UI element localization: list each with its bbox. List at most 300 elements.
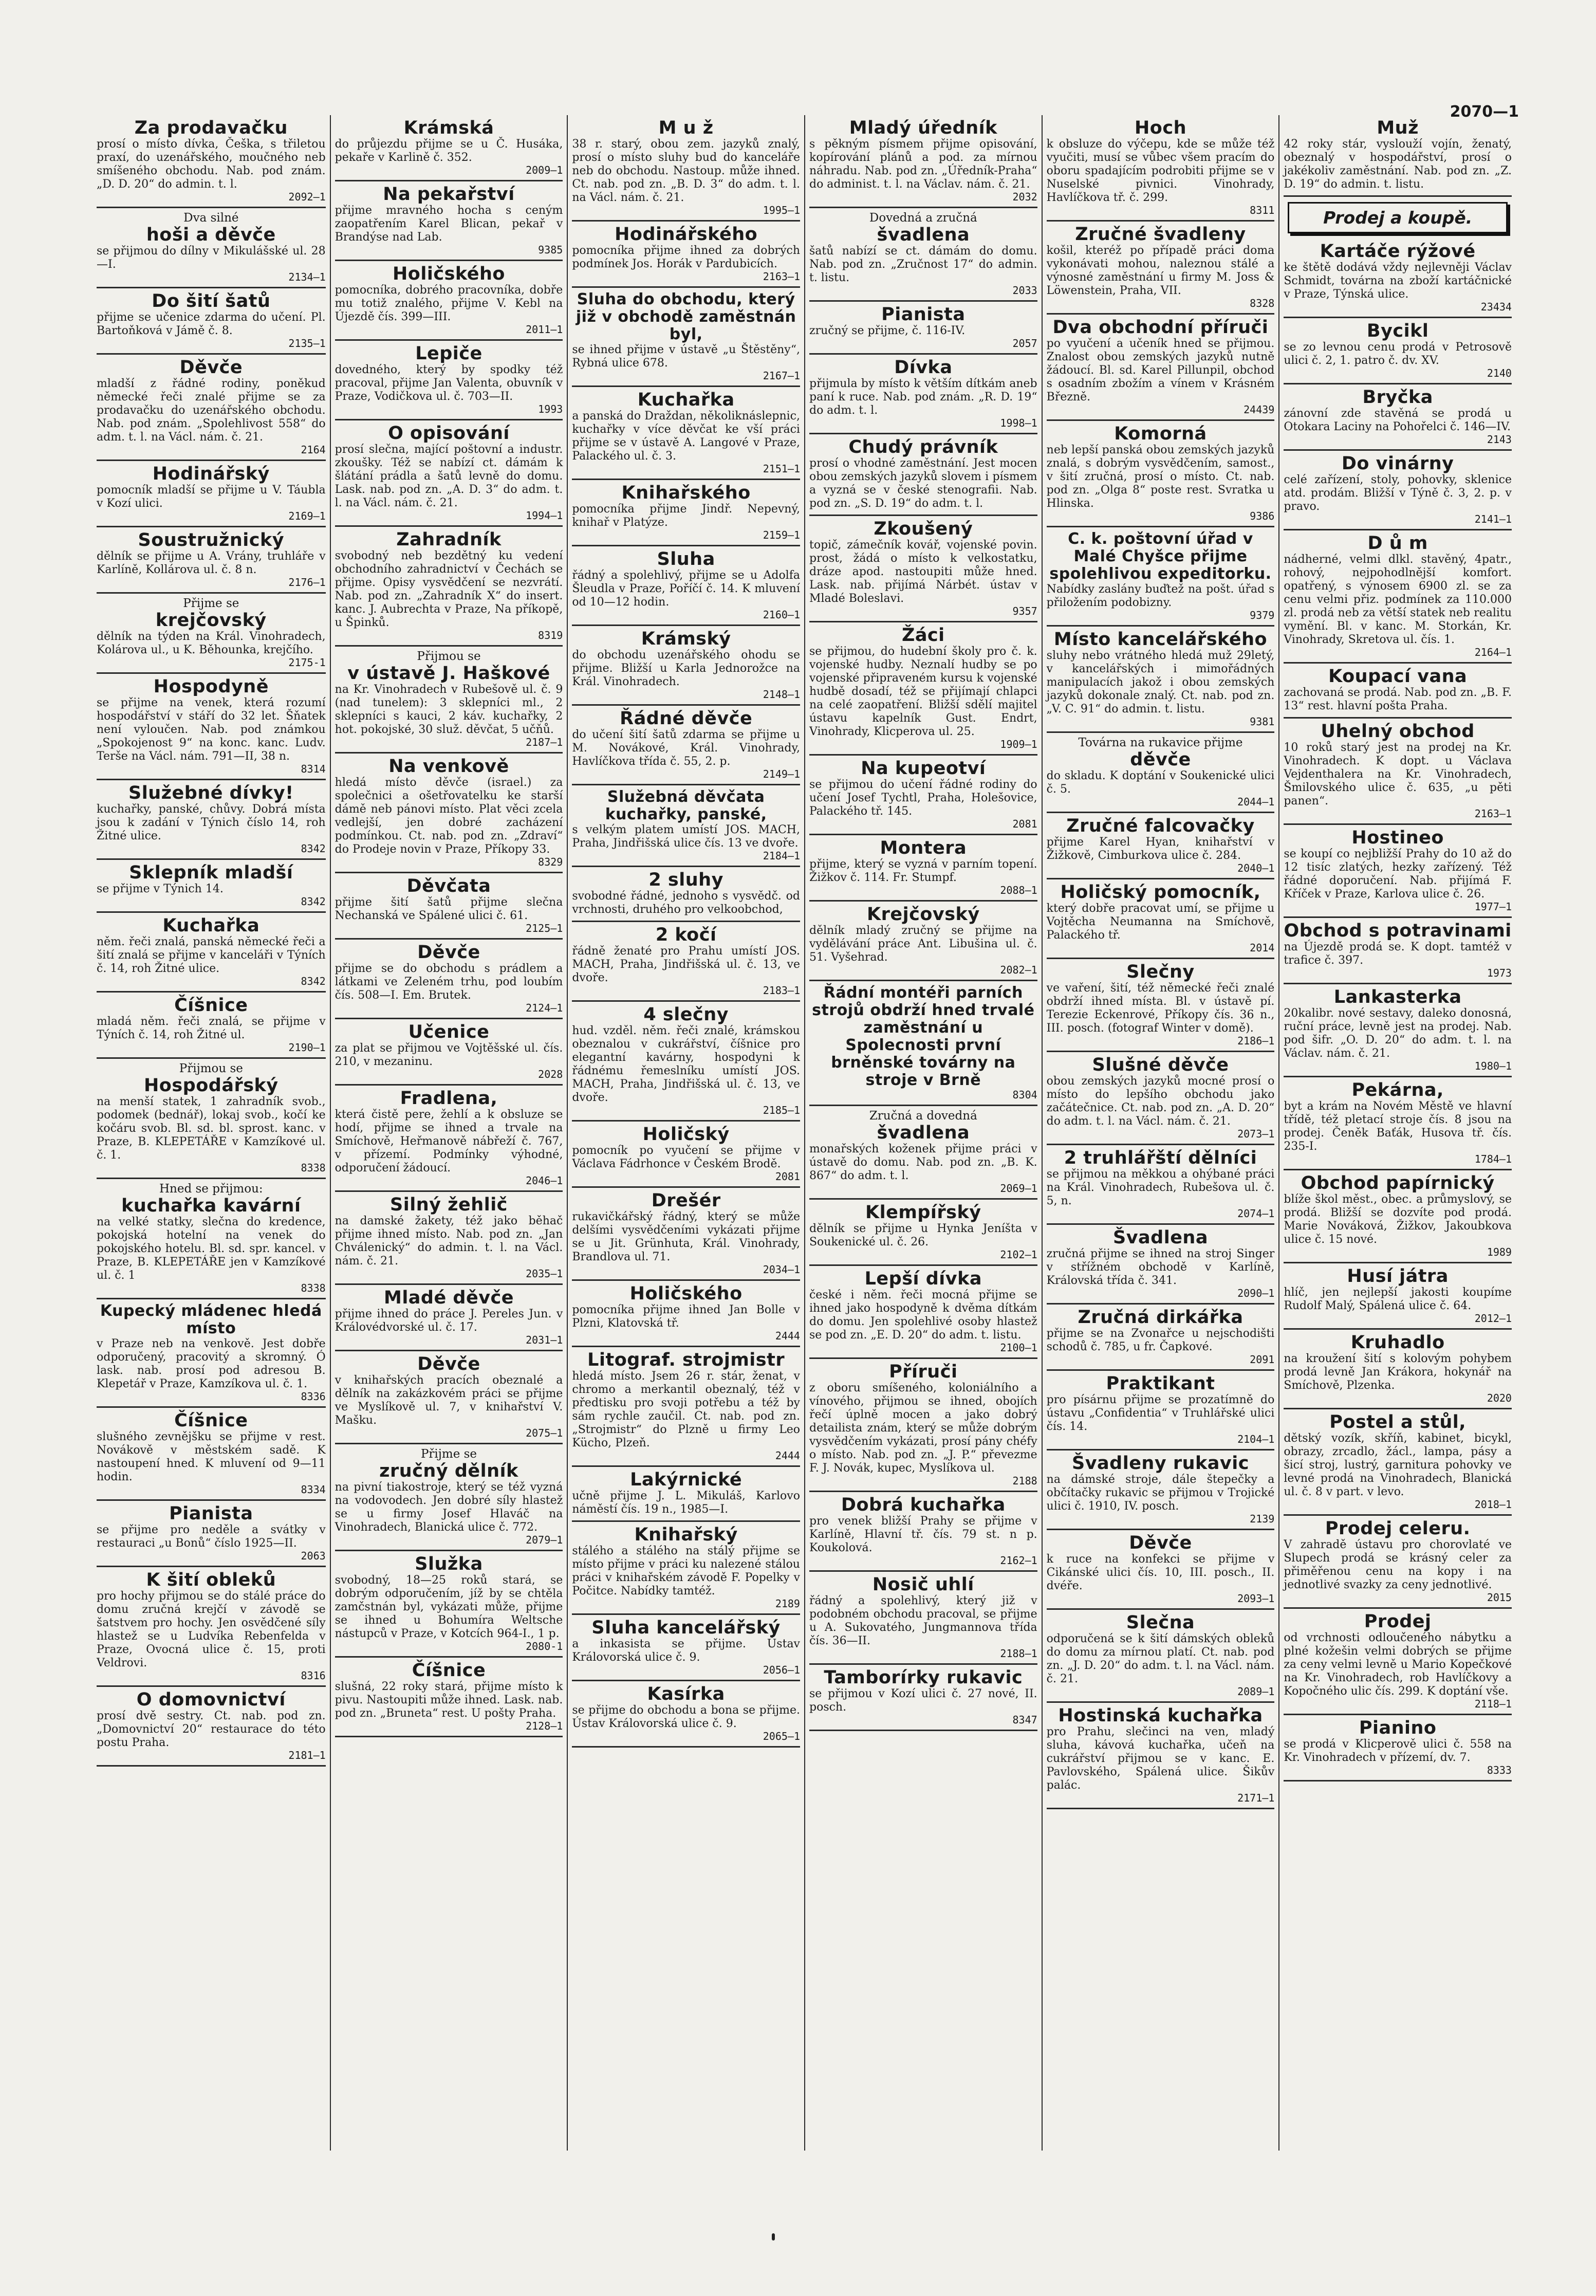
classified-ad [97,1408,326,1501]
ad-heading: Číšnice [412,1660,486,1681]
ad-body: do obchodu uzenářského ohodu se přijme. Bližší u Karla Jednorožce na Král. Vinohradech. [572,649,800,688]
ad-body: se přijmou do dílny v Mikulášské ul. 28—I. [97,245,326,271]
ad-heading: Komorná [1114,424,1207,444]
ad-code: 2082—1 [1000,964,1037,976]
ad-heading: Služebná děvčata kuchařky, panské, [605,788,767,823]
ad-body: po vyučení a učeník hned se přijmou. Znalost obou zemských jazyků nutně žádoucí. Bl. sd. Karel Pillunpil, obchod s osadním zbožím a vínem v Krásném Březně. [1046,337,1275,403]
ad-code: 2151—1 [763,463,800,475]
ad-body: zručná přijme se ihned na stroj Singer v střížném obchodě v Karlíně, Královská třída č. 341. [1046,1247,1275,1287]
ad-heading: Muž [1377,118,1419,138]
ad-heading: O domovnictví [136,1689,286,1710]
ad-code: 2188 [1012,1475,1037,1487]
ad-body: řádný a spolehlivý, přijme se u Adolfa Šleudla v Praze, Poříčí č. 14. K mluvení od 10—12 hodin. [572,569,800,609]
ad-preheading: Továrna na rukavice přijme [1078,736,1243,749]
classified-ad [335,1658,563,1737]
ad-body: odporučená se k šití dámských obleků do domu za mírnou platí. Ct. nab. pod zn. „J. D. 20“ do adm. t. l. na Václ. nám. č. 21. [1046,1632,1275,1685]
classified-ad [1047,813,1275,879]
ad-code: 8333 [1487,1764,1512,1776]
ad-code: 2035—1 [526,1268,563,1280]
ad-code: 8338 [301,1162,326,1174]
ad-heading: Za prodavačku [134,118,288,138]
ad-code: 2189 [775,1597,800,1610]
ad-body: dělník mladý zručný se přijme na vydělávání práce Ant. Libušina ul. č. 51. Vyšehrad. [809,924,1037,964]
ad-code: 2143 [1487,433,1512,446]
ad-heading: Dívka [894,357,953,378]
ad-body: na velké statky, slečna do kredence, pokojská hotelní na venek do pokojského hotelu. Bl. sd. spr. kancel. v Praze, B. KLEPETÁŘE jen v Kamzíkové ul. č. 1 [97,1216,326,1282]
ad-body: pro Prahu, slečinci na ven, mladý sluha, kávová kuchařka, učeň na cukrářství přijmou se v kanc. E. Pavlovského, Spálená ulice. Šikův palác. [1046,1725,1275,1792]
ad-heading: Řádní montéři parních strojů obdrží hned trvalé zaměstnání u Spolecnosti první brněnské továrny na stroje v Brně [812,984,1035,1089]
ad-body: se zo levnou cenu prodá v Petrosově ulici č. 2, 1. patro č. dv. XV. [1284,341,1512,367]
ad-code: 8329 [538,856,563,868]
classified-ad [335,1019,563,1086]
classified-columns [92,115,1516,2151]
ad-heading: Husí játra [1347,1266,1449,1287]
ad-body: obou zemských jazyků mocné prosí o místo do lepšího obchodu jako začátečnice. Ct. nab. pod zn. „A. D. 20“ do adm. t. l. na Václ. nám. č. 21. [1046,1075,1275,1128]
classified-ad [97,288,326,355]
ad-body: celé zařízení, stoly, pohovky, sklenice atd. prodám. Bližší v Týně č. 3, 2. p. v pravo. [1284,473,1512,513]
ad-code: 2033 [1012,284,1037,297]
ad-code: 8334 [301,1483,326,1496]
ad-body: slušná, 22 roky stará, přijme místo k pivu. Nastoupiti může ihned. Lask. nab. pod zn. „Bruneta“ rest. U pošty Praha. [335,1680,563,1720]
classified-ad [809,115,1037,208]
ad-body: přijme se do obchodu s prádlem a látkami ve Zeleném trhu, pod loubím čís. 508—I. Em. Brutek. [335,962,563,1002]
classified-ad [572,288,800,387]
ad-code: 2140 [1487,367,1512,379]
classified-ad [1047,1703,1275,1809]
ad-body: zánovní zde stavěná se prodá u Otokara Laciny na Pohořelci č. 146—IV. [1284,407,1512,433]
ad-heading: D ů m [1367,533,1428,554]
ad-body: přijme se na Zvonařce u nejschodišti schodů č. 785, u fr. Čapkové. [1046,1327,1275,1353]
ad-heading: Krámská [403,118,494,138]
ad-heading: Slušné děvče [1092,1055,1229,1075]
classified-ad [1284,918,1512,984]
ad-body: přijme ihned do práce J. Pereles Jun. v Královédvorské ul. č. 17. [335,1308,563,1334]
ad-code: 2088—1 [1000,884,1037,896]
ad-heading: Místo kancelářského [1053,629,1268,650]
ad-body: pomocníka přijme ihned za dobrých podmínek Jos. Horák v Pardubicích. [572,244,800,270]
classified-ad [1047,959,1275,1052]
ad-code: 2135—1 [288,337,326,350]
ad-heading: Na venkově [388,756,509,777]
ad-heading: Lankasterka [1333,987,1462,1007]
ad-code: 2184—1 [763,850,800,862]
ad-heading: Litograf. strojmistr [587,1350,785,1370]
ad-heading: Kuchařka [162,915,260,936]
ad-code: 2181—1 [288,1749,326,1761]
ad-code: 2128—1 [526,1720,563,1732]
classified-ad [1047,527,1275,627]
ad-body: přijmula by místo k větším dítkám aneb paní k ruce. Nab. pod znám. „R. D. 19“ do adm. t. l. [809,377,1037,417]
ad-body: s velkým platem umístí JOS. MACH, Praha, Jindřišská ulice čís. 13 ve dvoře. [572,823,800,850]
ad-body: 42 roky stár, vyslouží vojín, ženatý, obeznalý v hospodářství, prosí o jakékoliv zaměstnání. Nab. pod zn. „Z. D. 19“ do admin. t. listu. [1284,138,1512,191]
classified-ad [1047,1052,1275,1145]
ad-code: 2093—1 [1237,1592,1275,1605]
ad-heading: Obchod s potravinami [1284,921,1512,941]
ad-heading: Pianista [169,1503,253,1524]
ad-heading: Hodinářský [152,464,270,484]
ad-body: sluhy nebo vrátného hledá muž 29letý, v kancelářských i mimořádných manipulacích jakož i obou zemských jazyků dokonale znalý. Ct. nab. pod zn. „V. C. 91“ do admin. t. listu. [1046,649,1275,715]
ad-body: na Újezdě prodá se. K dopt. tamtéž v trafice č. 397. [1284,941,1512,967]
ad-code: 8328 [1250,297,1275,309]
classified-ad [572,546,800,626]
ad-code: 2186—1 [1237,1035,1275,1047]
ad-code: 2187—1 [526,736,563,748]
ad-body: za plat se přijmou ve Vojtěšské ul. čís. 210, v mezaninu. [335,1042,563,1068]
ad-code: 2141—1 [1474,513,1512,525]
ad-body: učně přijme J. L. Mikuláš, Karlovo náměstí čís. 19 n., 1985—I. [572,1490,800,1516]
classified-ad [97,355,326,461]
column-4 [804,115,1042,2151]
classified-ad [97,527,326,594]
classified-ad [809,1266,1037,1359]
ad-code: 2134—1 [288,271,326,283]
ad-code: 1973 [1487,967,1512,979]
ad-code: 2125—1 [526,922,563,934]
ad-code: 2164—1 [1474,646,1512,658]
ad-body: na dámské stroje, dále štepečky a občítačky rukavic se přijmou v Trojické ulici č. 1910, IV. posch. [1046,1473,1275,1513]
ad-heading: Děvče [1129,1533,1192,1553]
classified-ad [97,461,326,527]
classified-ad [809,981,1037,1106]
ad-body: kuchařky, panské, chůvy. Dobrá místa jsou k zadání v Týnich číslo 14, roh Žitné ulice. [97,803,326,842]
ad-code: 2089—1 [1237,1685,1275,1698]
ad-heading: Číšnice [174,1410,248,1431]
ad-preheading: Přijme se [420,1447,477,1461]
ad-body: pro písárnu přijme se prozatímně do ústavu „Confidentia“ v Truhlářské ulici čís. 14. [1046,1393,1275,1433]
ad-code: 2092—1 [288,191,326,203]
ad-heading: Soustružnický [138,530,285,550]
ad-heading: Klempířský [865,1202,981,1223]
print-mark [772,2233,775,2240]
classified-ad [335,341,563,420]
classified-ad [335,940,563,1019]
ad-heading: Zručné švadleny [1075,224,1246,245]
classified-ad [97,780,326,860]
ad-heading: Holičský pomocník, [1060,882,1261,903]
ad-heading: Dva obchodní příruči [1052,317,1269,338]
ad-heading: Švadlena [1113,1227,1208,1248]
classified-ad [335,873,563,940]
ad-preheading: Hned se přijmou: [159,1182,263,1196]
ad-heading: Dobrá kuchařka [841,1495,1006,1515]
ad-code: 2080-1 [526,1640,563,1652]
ad-heading: Děvče [417,1354,480,1374]
ad-heading: Silný žehlič [390,1195,508,1215]
ad-code: 2162—1 [1000,1554,1037,1567]
classified-ad [97,1501,326,1567]
ad-body: do průjezdu přijme se u Č. Husáka, pekaře v Karlině č. 352. [335,138,563,164]
classified-ad [809,835,1037,902]
ad-body: řádný a spolehlivý, který již v podobném obchodu pracoval, se přijme u A. Sukovatého, Jungmannova třída čís. 36—II. [809,1594,1037,1647]
ad-heading: Kruhadlo [1350,1332,1445,1353]
classified-ad [1047,1450,1275,1530]
ad-body: přijme se učenice zdarma do učení. Pl. Bartoňková v Jámě č. 8. [97,311,326,337]
ad-heading: Pianista [881,304,966,325]
ad-code: 2081 [775,1170,800,1183]
ad-heading: Chudý právník [848,437,998,457]
ad-code: 2028 [538,1068,563,1080]
ad-heading: Nosič uhlí [872,1574,974,1595]
ad-code: 2009—1 [526,164,563,176]
classified-ad [335,1351,563,1444]
ad-code: 2011—1 [526,323,563,336]
classified-ad [335,261,563,341]
classified-ad [1284,115,1512,197]
ad-heading: 2 sluhy [648,870,723,890]
ad-code: 2176—1 [288,576,326,589]
classified-ad [809,1359,1037,1492]
ad-code: 8336 [301,1390,326,1403]
column-5 [1042,115,1279,2151]
classified-ad [97,594,326,674]
classified-ad [1284,1715,1512,1781]
ad-code: 1995—1 [763,204,800,216]
column-1 [92,115,330,2151]
ad-heading: Učenice [408,1022,490,1042]
ad-code: 2175-1 [288,656,326,669]
ad-heading: Mladý úředník [849,118,997,138]
classified-ad [335,1551,563,1658]
ad-body: která čistě pere, žehlí a k obsluze se hodí, přijme se ihned a trvale na Smíchově, Heřmanově nábřeží č. 767, v přízemí. Podmínky výhodné, odporučení žádoucí. [335,1108,563,1174]
classified-ad [335,1192,563,1285]
ad-heading: Zahradník [396,529,502,550]
classified-ad [1284,318,1512,384]
classified-ad [1284,984,1512,1077]
ad-code: 2044—1 [1237,796,1275,808]
ad-code: 2163—1 [763,270,800,283]
ad-heading: Číšnice [174,995,248,1016]
ad-body: Nabídky zaslány buďtež na pošt. úřad s přiložením podobizny. [1046,583,1275,609]
ad-body: hledá místo. Jsem 26 r. stár, ženat, v chromo a merkantil obeznalý, též v předtisku pro svoji potřebu a též by sám rychle zaučil. Ct. nab. pod zn. „Strojmistr“ do Plzně u firmy Leo Kücho, Plzeň. [572,1370,800,1449]
classified-ad [1047,1530,1275,1610]
classified-ad [1047,1145,1275,1225]
ad-body: přijme Karel Hyan, knihařství v Žižkově, Cimburkova ulice č. 284. [1046,836,1275,862]
ad-code: 2444 [775,1449,800,1462]
ad-body: přijme, který se vyzná v parním topení. Žižkov č. 114. Fr. Stumpf. [809,858,1037,884]
ad-code: 2091 [1250,1353,1275,1366]
ad-heading: Švadleny rukavic [1072,1453,1249,1474]
ad-heading: Hospodyně [153,676,269,697]
ad-body: něm. řeči znalá, panská německé řeči a šití znalá se přijme v kanceláři v Týních č. 14, roh Žitné ulice. [97,935,326,975]
ad-body: a panská do Draždan, několiknáslepnic, kuchařky v více děvčat ke vší práci přijme se v ústavě A. Langové v Praze, Palackého ul. č. 3. [572,410,800,463]
ad-code: 2188—1 [1000,1647,1037,1660]
ad-code: 2018—1 [1474,1498,1512,1511]
ad-body: prosí o vhodné zaměstnání. Jest mocen obou zemských jazyků slovem i písmem a vyzná se v české stenografii. Nab. pod zn. „S. D. 19“ do adm. t. l. [809,457,1037,510]
classified-ad [1047,1371,1275,1450]
classified-ad [572,222,800,288]
ad-code: 2015 [1487,1591,1512,1604]
ad-code: 2075—1 [526,1427,563,1439]
ad-heading: Kartáče rýžové [1320,241,1476,262]
ad-code: 8319 [538,629,563,641]
ad-code: 2149—1 [763,768,800,780]
ad-heading: Hospodářský [144,1075,279,1096]
ad-body: se přijme pro neděle a svátky v restauraci „u Bonů“ číslo 1925—II. [97,1523,326,1550]
ad-code: 1989 [1487,1246,1512,1258]
classified-ad [1284,825,1512,918]
classified-ad [809,302,1037,355]
ad-code: 8342 [301,895,326,908]
classified-ad [572,922,800,1002]
ad-heading: Bycikl [1366,321,1429,341]
ad-body: dovedného, který by spodky též pracoval, přijme Jan Valenta, obuvník v Praze, Vodičkova ul. č. 703—II. [335,363,563,403]
classified-ad [809,516,1037,622]
ad-heading: Žáci [901,625,945,646]
ad-heading: švadlena [877,225,970,245]
ad-code: 9385 [538,244,563,256]
ad-heading: Sklepník mladší [129,862,293,883]
ad-heading: Na kupeotví [861,758,986,779]
ad-code: 2190—1 [288,1041,326,1054]
ad-body: do učení šití šatů zdarma se přijme u M. Novákové, Král. Vinohrady, Havlíčkova třída č. 55, 2. p. [572,728,800,768]
classified-ad [1284,384,1512,451]
ad-code: 2065—1 [763,1730,800,1742]
ad-heading: 2 truhlářští dělníci [1064,1148,1257,1168]
ad-heading: Drešér [651,1190,721,1211]
classified-ad [572,1467,800,1522]
classified-ad [97,993,326,1059]
classified-ad [1047,879,1275,959]
ad-body: pomocník po vyučení se přijme v Václava Fádrhonce v Českém Brodě. [572,1144,800,1170]
ad-body: přijme mravného hocha s ceným zaopatřením Karel Blican, pekař v Brandýse nad Lab. [335,204,563,244]
ad-body: šatů nabízí se ct. dámám do domu. Nab. pod zn. „Zručnost 17“ do admin. t. listu. [809,245,1037,284]
ad-code: 2159—1 [763,529,800,541]
classified-ad [572,626,800,706]
ad-heading: Zručná dirkářka [1078,1307,1244,1328]
ad-code: 8342 [301,842,326,855]
ad-heading: C. k. poštovní úřad v Malé Chyšce přijme spolehlivou expeditorku. [1049,530,1272,583]
classified-ad [572,1681,800,1748]
ad-heading: Uhelný obchod [1321,721,1475,742]
classified-ad [335,1086,563,1192]
ad-code: 2124—1 [526,1002,563,1014]
ad-code: 2031—1 [526,1334,563,1346]
ad-code: 9381 [1250,715,1275,728]
classified-ad [1047,1225,1275,1305]
ad-body: na Kr. Vinohradech v Rubešově ul. č. 9 (nad tunelem): 3 sklepníci ml., 2 sklepníci s kauci, 2 káv. kuchařky, 2 hot. pokojské, 30 služ. děvčat, 5 učňů. [335,683,563,736]
classified-ad [572,706,800,785]
ad-body: košil, kteréž po případě práci doma vykonávati mohou, naleznou stálé a výnosné zaměstnání u firmy M. Joss & Löwenstein, Praha, VII. [1046,244,1275,297]
classified-ad [1284,238,1512,318]
classified-ad [1284,1330,1512,1409]
ad-body: k obsluze do výčepu, kde se může též vyučiti, musí se vůbec všem pracím do oboru spadajícím podrobiti přijme se v Nuselské pivnici. Vinohrady, Havlíčkova tř. č. 299. [1046,138,1275,204]
ad-body: svobodný, 18—25 roků stará, se dobrým odporučením, jíž by se chtěla zamčstnán byl, vykázati může, přijme se ihned u Bohumíra Weltsche nástupců v Praze, v Kotcích 964-I., 1 p. [335,1574,563,1640]
ad-code: 8311 [1250,204,1275,216]
classified-ad [335,181,563,261]
ad-heading: krejčovský [155,610,267,631]
ad-heading: Lakýrnické [630,1470,743,1490]
ad-code: 2139 [1250,1513,1275,1525]
ad-heading: Slečny [1126,962,1195,982]
ad-code: 2090—1 [1237,1287,1275,1299]
ad-preheading: Dovedná a zručná [869,211,977,225]
ad-heading: Hodinářského [615,224,758,245]
ad-body: na kroužení šití s kolovým pohybem prodá levně Jan Krákora, hokynář na Smíchově, Plzenka. [1284,1352,1512,1392]
newspaper-page [92,103,1519,2154]
classified-ad [809,622,1037,756]
ad-heading: Slečna [1126,1612,1195,1633]
ad-body: řádně ženaté pro Prahu umístí JOS. MACH, Praha, Jindřišská ul. č. 13, ve dvoře. [572,945,800,984]
ad-heading: Montera [880,838,967,858]
classified-ad [335,1285,563,1351]
ad-body: 38 r. starý, obou zem. jazyků znalý, prosí o místo sluhy bud do kanceláře neb do obchodu. Nastoup. může ihned. Ct. nab. pod zn. „B. D. 3“ do adm. t. l. na Václ. nám. č. 21. [572,138,800,204]
ad-body: pro venek bližší Prahy se přijme v Karlíně, Hlavní tř. čís. 79 st. n p. Koukolová. [809,1515,1037,1554]
classified-ad [1284,1409,1512,1516]
ad-heading: Mladé děvče [383,1288,514,1308]
ad-heading: v ústavě J. Haškové [347,663,550,684]
classified-ad [572,387,800,480]
ad-body: v Praze neb na venkově. Jest dobře odporučený, pracovitý a skromný. Ó lask. nab. prosí pod adresou B. Klepetář v Praze, Kamzíkova ul. č. 1. [97,1337,326,1390]
classified-ad [1284,719,1512,825]
classified-ad [97,674,326,780]
classified-ad [335,754,563,873]
ad-body: 20kalibr. nové sestavy, daleko donosná, ruční práce, levně jest na prodej. Nab. pod šifr. „O. D. 20“ do adm. t. l. na Václav. nám. č. 21. [1284,1007,1512,1060]
ad-heading: Děvče [417,942,480,963]
ad-heading: hoši a děvče [146,225,276,245]
ad-code: 8314 [301,763,326,775]
ad-body: ve vaření, šití, též německé řeči znalé obdrží ihned místa. Bl. v ústavě pí. Terezie Eckenrové, Příkopy čís. 36 n., III. posch. (fotograf Winter v domě). [1046,982,1275,1035]
classified-ad [1284,664,1512,719]
ad-code: 2148—1 [763,688,800,701]
ad-code: 1980—1 [1474,1060,1512,1072]
classified-ad [1047,733,1275,813]
ad-heading: Služka [415,1554,483,1574]
ad-heading: 4 slečny [643,1004,729,1025]
classified-ad [809,208,1037,302]
ad-heading: Sluha do obchodu, který již v obchodě zaměstnán byl, [576,290,796,343]
ad-code: 9357 [1012,605,1037,617]
ad-body: hledá místo děvče (israel.) za společnici a ošetřovatelku ke starší dámě neb pánovi místo. Plat věci zcela vedlejší, jen dobré zacházení podmínkou. Ct. nab. pod zn. „Zdraví“ do Prodeje novin v Praze, Příkopy 33. [335,776,563,856]
ad-preheading: Zručná a dovedná [869,1109,977,1123]
classified-ad [1284,1263,1512,1330]
classified-ad [572,115,800,222]
ad-heading: Praktikant [1106,1373,1215,1394]
classified-ad [1047,315,1275,421]
ad-code: 2118—1 [1474,1698,1512,1710]
ad-code: 2102—1 [1000,1248,1037,1261]
ad-code: 1977—1 [1474,901,1512,913]
ad-body: s pěkným písmem přijme opisování, kopírování plánů a pod. za mírnou náhradu. Nab. pod zn. „Úředník-Praha“ do administ. t. l. na Václav. nám. č. 21. [809,138,1037,191]
ad-heading: Holičského [393,264,505,284]
ad-body: rukavičkářský řádný, který se může delšími vysvědčeními vykázati přijme se u Jit. Grünhuta, Král. Vinohrady, Brandlova ul. 71. [572,1210,800,1263]
ad-body: dětský vozík, skříň, kabinet, bicykl, obrazy, zrcadlo, žácl., lampa, pásy a šicí stroj, lustrý, garnitura pohovky ve levné prodá na Vinohradech, Blanická ul. č. 8 v part. v levo. [1284,1432,1512,1498]
ad-heading: Bryčka [1362,387,1433,408]
ad-body: pomocníka přijme Jindř. Nepevný, knihař v Platýze. [572,503,800,529]
ad-code: 8347 [1012,1714,1037,1726]
classified-ad [809,902,1037,981]
column-2 [330,115,567,2151]
ad-heading: Koupací vana [1328,666,1468,687]
ad-body: 10 roků starý jest na prodej na Kr. Vinohradech. K dopt. u Václava Vejdenthalera na Kr. Vinohradech, Šmilovského ulice č. 635, „u pěti panen“. [1284,741,1512,807]
classified-ad [97,1059,326,1179]
ad-body: dělník na týden na Král. Vinohradech, Kolárova ul., u K. Běhounka, krejčího. [97,630,326,656]
ad-heading: K šití obleků [146,1570,276,1590]
classified-ad [572,480,800,546]
ad-body: byt a krám na Novém Městě ve hlavní třídě, též pletací stroje čís. 8 jsou na prodej. Čeněk Baťák, Husova tř. čís. 235-I. [1284,1100,1512,1153]
ad-code: 2160—1 [763,609,800,621]
ad-body: se přijme do obchodu a bona se přijme. Ústav Královorská ulice č. 9. [572,1704,800,1730]
ad-heading: Hostinská kuchařka [1058,1705,1263,1726]
ad-body: prosí slečna, mající poštovní a industr. zkoušky. Též se nabízí ct. dámám k šlátání prádla a šatů levně do domu. Lask. nab. pod zn. „A. D. 3“ do adm. t. l. na Václ. nám. č. 21. [335,443,563,509]
ad-code: 2104—1 [1237,1433,1275,1445]
ad-body: prosí dvě sestry. Ct. nab. pod zn. „Domovnictví 20“ restaurace do této postu Praha. [97,1710,326,1749]
ad-heading: Prodej [1364,1611,1432,1632]
classified-ad [572,1122,800,1188]
ad-preheading: Přijmou se [417,650,481,663]
ad-body: od vrchnosti odloučeného nábytku a plné kožešin velmi dobrých se přijme za ceny velmi levně u Mario Kopečkové na Kr. Vinohradech, rob Havlíčkovy a Kopočného ulic čís. 299. K doptání vše. [1284,1631,1512,1698]
ad-code: 2020 [1487,1392,1512,1404]
classified-ad [809,434,1037,516]
